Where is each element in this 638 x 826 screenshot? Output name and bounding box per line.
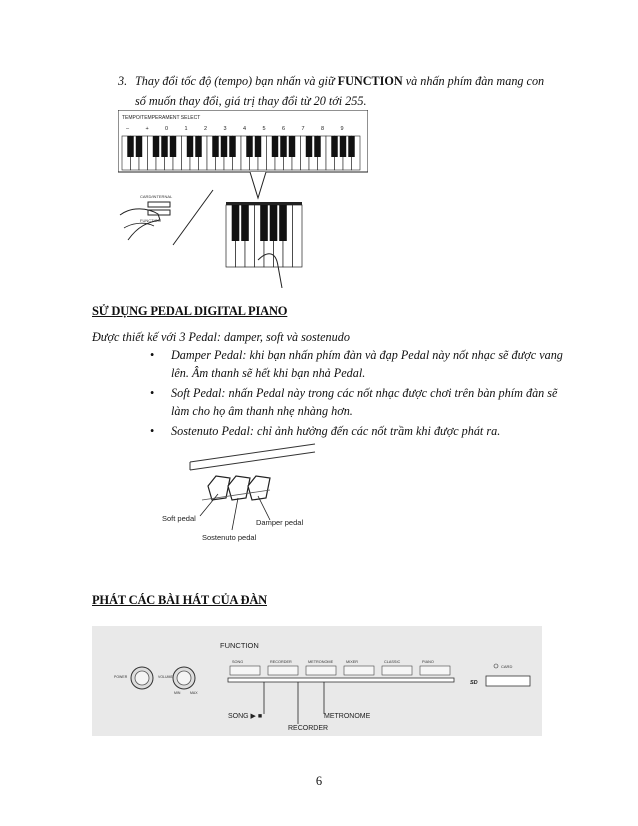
recorder-callout: RECORDER — [288, 725, 329, 732]
scale-label: 3 — [223, 126, 227, 132]
page-number: 6 — [315, 774, 323, 788]
damper-pedal-label: Damper pedal — [256, 518, 304, 527]
panel-button — [268, 666, 298, 675]
pedal-section-heading: SỬ DỤNG PEDAL DIGITAL PIANO — [92, 304, 288, 318]
scale-label: 2 — [204, 126, 208, 132]
black-key — [255, 136, 261, 157]
card-label: CARD — [501, 664, 513, 669]
svg-text:CARD/INTERNAL: CARD/INTERNAL — [140, 194, 173, 199]
zoom-white-key — [293, 205, 303, 267]
panel-button-label: PIANO — [422, 660, 434, 664]
panel-button — [344, 666, 374, 675]
panel-button — [306, 666, 336, 675]
pedal-illustration — [150, 434, 325, 552]
zoom-black-key — [241, 205, 249, 241]
soft-pedal-label: Soft pedal — [162, 514, 196, 523]
black-key — [289, 136, 295, 157]
zoom-black-key — [260, 205, 268, 241]
panel-button — [230, 666, 260, 675]
black-key — [280, 136, 286, 157]
step-number: 3. — [118, 74, 128, 88]
pedals — [202, 476, 270, 500]
svg-text:MAX: MAX — [190, 691, 198, 695]
function-keyword: FUNCTION — [337, 74, 403, 88]
panel-button-label: MIXER — [346, 660, 359, 664]
bullet-damper: • Damper Pedal: khi bạn nhấn phím đàn và đạp Pedal này nốt nhạc sẽ được vang lên. Âm thanh sẽ hết khi bạn nhả Pedal. — [150, 347, 570, 382]
scale-label: 7 — [301, 126, 305, 132]
black-key — [272, 136, 278, 157]
songs-section-heading: PHÁT CÁC BÀI HÁT CỦA ĐÀN — [92, 593, 267, 607]
svg-text:POWER: POWER — [114, 675, 128, 679]
tempo-select-title: TEMPO/TEMPERAMENT SELECT — [122, 115, 201, 121]
bullet-sostenuto: • Sostenuto Pedal: chỉ ảnh hưởng đến các nốt trầm khi được phát ra. — [150, 423, 570, 441]
black-key — [153, 136, 159, 157]
tempo-keyboard-illustration — [118, 110, 368, 288]
black-key — [136, 136, 142, 157]
pedal-bullet-list — [150, 347, 570, 444]
scale-label: 1 — [184, 126, 188, 132]
panel-button-label: CLASSIC — [384, 660, 401, 664]
step-text: Thay đổi tốc độ (tempo) bạn nhấn và giữ FUNCTION và nhấn phím đàn mang con số muốn thay đổi, giá trị thay đổi từ 20 tới 255. — [135, 74, 545, 108]
black-key — [212, 136, 218, 157]
svg-text:VOLUME: VOLUME — [158, 675, 173, 679]
scale-label: 0 — [165, 126, 169, 132]
scale-label: 6 — [282, 126, 286, 132]
scale-label: + — [145, 126, 149, 132]
panel-button-label: RECORDER — [270, 660, 292, 664]
scale-label: 5 — [262, 126, 266, 132]
sd-logo: SD — [470, 680, 478, 686]
black-key — [170, 136, 176, 157]
function-label: FUNCTION — [220, 641, 259, 650]
black-key — [127, 136, 133, 157]
control-panel-illustration — [92, 626, 542, 736]
panel-button — [382, 666, 412, 675]
function-button-area — [120, 194, 173, 240]
black-key — [161, 136, 167, 157]
black-key — [340, 136, 346, 157]
svg-text:MIN: MIN — [174, 691, 181, 695]
bullet-soft: • Soft Pedal: nhấn Pedal này trong các nốt nhạc được chơi trên bàn phím đàn sẽ làm cho họ âm thanh nhẹ nhàng hơn. — [150, 385, 570, 420]
black-key — [314, 136, 320, 157]
black-key — [331, 136, 337, 157]
scale-label: 8 — [321, 126, 325, 132]
svg-text:FUNCTION: FUNCTION — [140, 218, 161, 223]
black-key — [195, 136, 201, 157]
panel-button-label: SONG — [232, 660, 244, 664]
song-callout: SONG ▶ ■ — [228, 713, 263, 720]
control-panel-figure — [92, 626, 542, 736]
black-key — [306, 136, 312, 157]
black-key — [246, 136, 252, 157]
zoomed-keyboard — [226, 202, 302, 267]
zoom-black-key — [270, 205, 278, 241]
zoom-keyboard-edge — [226, 202, 302, 205]
black-key — [229, 136, 235, 157]
panel-button — [420, 666, 450, 675]
black-key — [348, 136, 354, 157]
scale-label: 4 — [243, 126, 247, 132]
sostenuto-pedal-label: Sostenuto pedal — [202, 533, 257, 542]
zoom-black-key — [279, 205, 287, 241]
pedal-intro: Được thiết kế với 3 Pedal: damper, soft và sostenudo — [92, 330, 350, 344]
scale-label: – — [126, 126, 130, 132]
tempo-figure — [118, 110, 368, 288]
black-key — [187, 136, 193, 157]
panel-button-label: METRONOME — [308, 660, 334, 664]
pedal-figure — [150, 434, 325, 552]
scale-label: 9 — [340, 126, 344, 132]
black-key — [221, 136, 227, 157]
metronome-callout: METRONOME — [324, 713, 371, 720]
zoom-black-key — [232, 205, 240, 241]
